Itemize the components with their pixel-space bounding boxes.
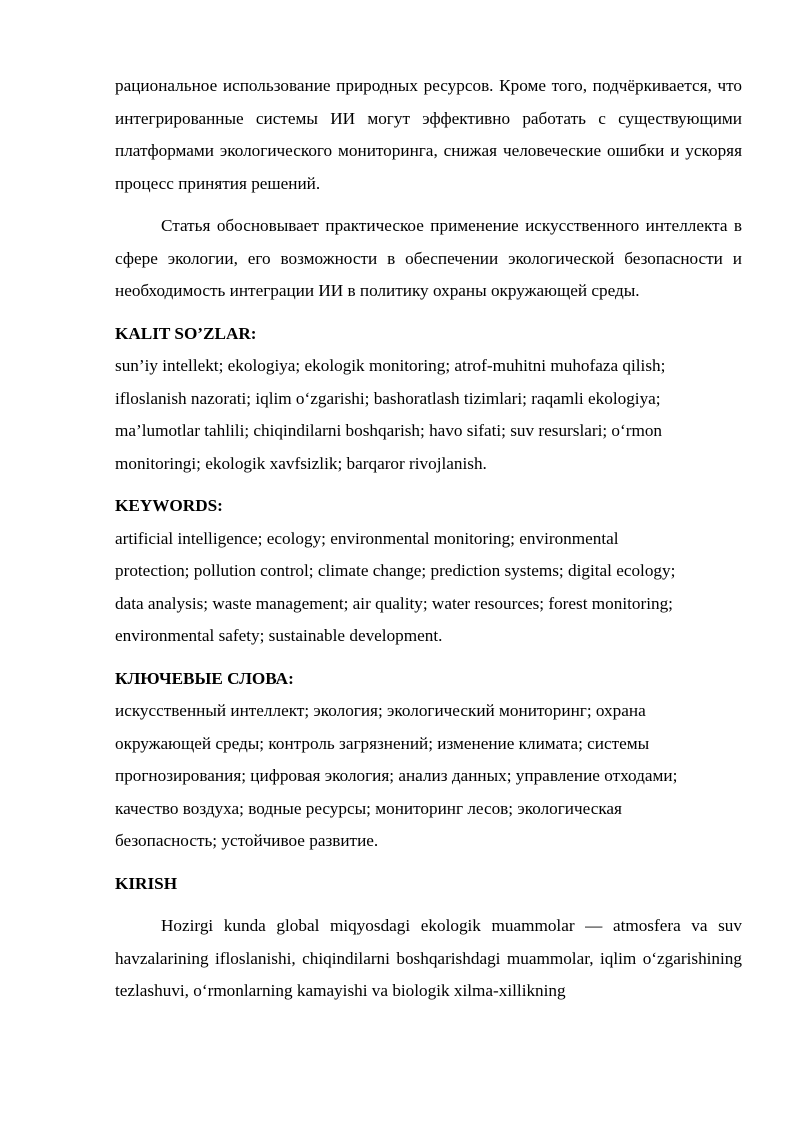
abstract-ru-final-paragraph: Статья обосновывает практическое применение искусственного интеллекта в сфере экологии, его возможности в обеспечении экологической безопасности и необходимость интеграции ИИ в политику охраны окружающей среды. [115,216,742,300]
keywords-heading: KEYWORDS: [115,496,223,515]
klyuchevye-slova-line: искусственный интеллект; экология; экологический мониторинг; охрана [115,701,646,720]
abstract-ru-continuation: рациональное использование природных ресурсов. Кроме того, подчёркивается, что интегрированные системы ИИ могут эффективно работать с существующими платформами экологического мониторинга, снижая человеческие ошибки и ускоряя процесс принятия решений. [115,76,742,193]
klyuchevye-slova-line: прогнозирования; цифровая экология; анализ данных; управление отходами; [115,766,678,785]
document-page [115,70,742,1008]
kalit-sozlar-line: ifloslanish nazorati; iqlim o‘zgarishi; bashoratlash tizimlari; raqamli ekologiya; [115,388,661,408]
kirish-heading: KIRISH [115,873,178,893]
kalit-sozlar-line: monitoringi; ekologik xavfsizlik; barqaror rivojlanish. [115,453,487,473]
keywords-line: artificial intelligence; ecology; environmental monitoring; environmental [115,528,619,548]
kalit-sozlar-line: ma’lumotlar tahlili; chiqindilarni boshqarish; havo sifati; suv resurslari; o‘rmon [115,421,663,440]
klyuchevye-slova-line: безопасность; устойчивое развитие. [115,831,379,850]
klyuchevye-slova-heading: КЛЮЧЕВЫЕ СЛОВА: [115,668,294,688]
kalit-sozlar-line: sun’iy intellekt; ekologiya; ekologik monitoring; atrof-muhitni muhofaza qilish; [115,356,666,375]
kalit-sozlar-heading: KALIT SO’ZLAR: [115,323,257,343]
klyuchevye-slova-line: окружающей среды; контроль загрязнений; изменение климата; системы [115,733,650,753]
keywords-line: environmental safety; sustainable development. [115,626,443,645]
keywords-text [115,523,742,653]
keywords-line: protection; pollution control; climate change; prediction systems; digital ecology; [115,561,676,580]
kirish-paragraph: Hozirgi kunda global miqyosdagi ekologik muammolar — atmosfera va suv havzalarining ifloslanishi, chiqindilarni boshqarishdagi muammolar, iqlim o‘zgarishining tezlashuvi, o‘rmonlarning kamayishi va biologik xilma-xillikning [115,916,742,1000]
klyuchevye-slova-line: качество воздуха; водные ресурсы; мониторинг лесов; экологическая [115,798,622,818]
kalit-sozlar-text [115,350,742,480]
klyuchevye-slova-text [115,695,742,858]
keywords-line: data analysis; waste management; air quality; water resources; forest monitoring; [115,593,673,613]
